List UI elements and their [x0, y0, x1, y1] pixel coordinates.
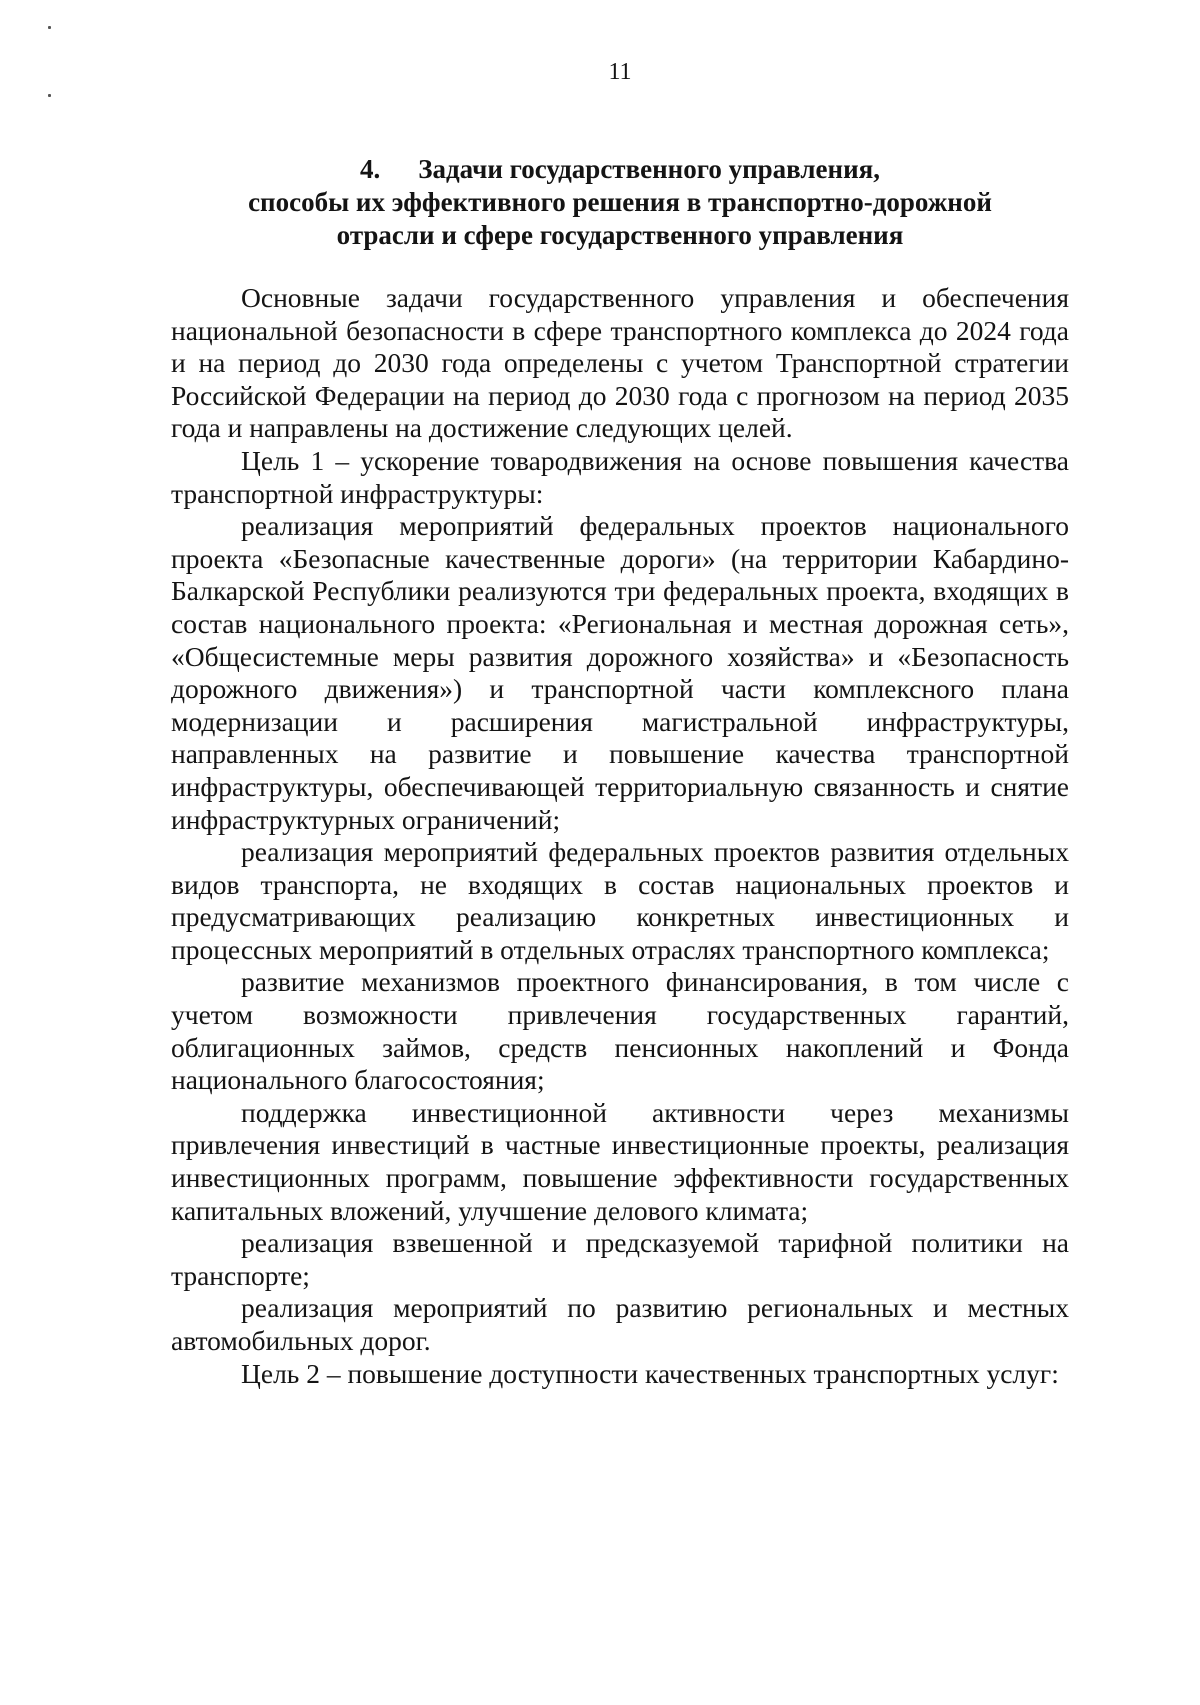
paragraph-item: реализация мероприятий по развитию региональных и местных автомобильных дорог.	[171, 1292, 1069, 1356]
heading-line-1-text: Задачи государственного управления,	[418, 154, 880, 184]
paragraph-item: реализация мероприятий федеральных проектов национального проекта «Безопасные качественные дороги» (на территории Кабардино-Балкарской Республики реализуются три федеральных проекта, входящих в состав национального проекта: «Региональная и местная дорожная сеть», «Общесистемные меры развития дорожного хозяйства» и «Безопасность дорожного движения») и транспортной части комплексного плана модернизации и расширения магистральной инфраструктуры, направленных на развитие и повышение качества транспортной инфраструктуры, обеспечивающей территориальную связанность и снятие инфраструктурных ограничений;	[171, 510, 1069, 835]
section-heading	[170, 153, 1070, 252]
heading-line-1	[170, 153, 1070, 186]
paragraph-intro: Основные задачи государственного управления и обеспечения национальной безопасности в сфере транспортного комплекса до 2024 года и на период до 2030 года определены с учетом Транспортной стратегии Российской Федерации на период до 2030 года с прогнозом на период 2035 года и направлены на достижение следующих целей.	[171, 282, 1069, 444]
paragraph-item: реализация мероприятий федеральных проектов развития отдельных видов транспорта, не входящих в состав национальных проектов и предусматривающих реализацию конкретных инвестиционных и процессных мероприятий в отдельных отраслях транспортного комплекса;	[171, 836, 1069, 965]
section-number: 4.	[360, 154, 381, 184]
paragraph-goal-1: Цель 1 – ускорение товародвижения на основе повышения качества транспортной инфраструктуры:	[171, 444, 1069, 509]
paragraph-item: реализация взвешенной и предсказуемой тарифной политики на транспорте;	[171, 1227, 1069, 1291]
heading-line-2: способы их эффективного решения в транспортно-дорожной	[248, 187, 992, 217]
paragraph-item: поддержка инвестиционной активности через механизмы привлечения инвестиций в частные инвестиционные проекты, реализация инвестиционных программ, повышение эффективности государственных капитальных вложений, улучшение делового климата;	[171, 1096, 1069, 1226]
heading-line-3: отрасли и сфере государственного управления	[336, 220, 904, 250]
scan-artifact	[48, 94, 51, 97]
paragraph-goal-2: Цель 2 – повышение доступности качественных транспортных услуг:	[241, 1357, 1059, 1389]
document-body	[171, 282, 1069, 1390]
page-number: 11	[608, 59, 632, 85]
scan-artifact	[48, 26, 51, 29]
paragraph-item: развитие механизмов проектного финансирования, в том числе с учетом возможности привлечения государственных гарантий, облигационных займов, средств пенсионных накоплений и Фонда национального благосостояния;	[171, 966, 1069, 1096]
